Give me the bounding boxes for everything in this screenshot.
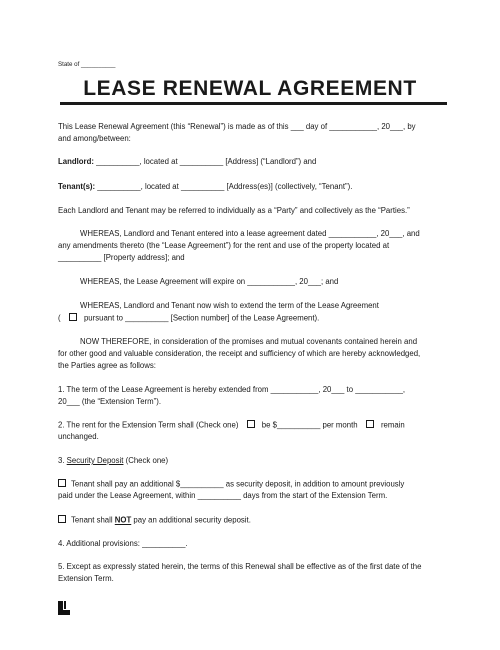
whereas-3-line-1: WHEREAS, Landlord and Tenant now wish to extend the term of the Lease Agreement bbox=[80, 301, 379, 310]
title-divider bbox=[60, 102, 447, 105]
whereas-1-line-2: any amendments thereto (the “Lease Agreement”) for the rent and use of the property located at bbox=[58, 241, 390, 250]
now-therefore-line-1: NOW THEREFORE, in consideration of the promises and mutual covenants contained herein and bbox=[80, 337, 418, 346]
clause-2-line-1 bbox=[58, 420, 405, 431]
deposit-option-1-line-2: paid under the Lease Agreement, within __________ days from the start of the Extension Term. bbox=[58, 491, 388, 500]
deposit-additional-checkbox[interactable] bbox=[58, 479, 66, 487]
clause-5-line-1: 5. Except as expressly stated herein, the terms of this Renewal shall be effective as of the first date of the bbox=[58, 562, 422, 571]
deposit-option-1-line-1 bbox=[58, 479, 404, 490]
clause-4-line: 4. Additional provisions: __________. bbox=[58, 539, 188, 548]
security-deposit-label: Security Deposit bbox=[66, 456, 124, 465]
deposit-none-checkbox[interactable] bbox=[58, 515, 66, 523]
parties-line: Each Landlord and Tenant may be referred to individually as a “Party” and collectively as the “Parties.” bbox=[58, 206, 410, 215]
clause-3-heading bbox=[58, 456, 168, 466]
deposit-option-2-line bbox=[58, 515, 251, 526]
rent-amount-checkbox[interactable] bbox=[247, 420, 255, 428]
landlord-label: Landlord: bbox=[58, 157, 94, 166]
clause-2-text: 2. The rent for the Extension Term shall (Check one) bbox=[58, 420, 239, 430]
state-of-field: State of __________ bbox=[58, 61, 116, 68]
now-therefore-line-3: the Parties agree as follows: bbox=[58, 361, 156, 370]
whereas-1-line-1: WHEREAS, Landlord and Tenant entered into a lease agreement dated ___________, 20___, and bbox=[80, 229, 420, 238]
whereas-1-line-3: __________ [Property address]; and bbox=[58, 253, 185, 262]
tenant-line bbox=[58, 182, 352, 192]
rent-amount-option: be $__________ per month bbox=[261, 420, 358, 430]
whereas-3-text: pursuant to __________ [Section number] of the Lease Agreement). bbox=[83, 313, 320, 323]
landlord-line bbox=[58, 157, 316, 167]
landlord-text: __________, located at __________ [Address] (“Landlord”) and bbox=[93, 157, 317, 166]
clause-3-check-one: (Check one) bbox=[123, 456, 169, 465]
extension-checkbox[interactable] bbox=[69, 313, 77, 321]
brand-logo-icon bbox=[58, 601, 70, 615]
rent-unchanged-checkbox[interactable] bbox=[366, 420, 374, 428]
tenant-label: Tenant(s): bbox=[58, 182, 96, 191]
rent-unchanged-option: remain bbox=[380, 420, 405, 430]
clause-1-line-1: 1. The term of the Lease Agreement is hereby extended from ___________, 20___ to ___________, bbox=[58, 385, 406, 394]
tenant-text: __________, located at __________ [Address(es)] (collectively, “Tenant”). bbox=[95, 182, 353, 191]
deposit-option-2-not: NOT bbox=[114, 515, 132, 525]
whereas-2-line: WHEREAS, the Lease Agreement will expire on ___________, 20___; and bbox=[80, 277, 339, 286]
clause-1-line-2: 20___ (the “Extension Term”). bbox=[58, 397, 161, 406]
document-title: LEASE RENEWAL AGREEMENT bbox=[83, 77, 417, 100]
intro-line-2: and among/between: bbox=[58, 134, 131, 143]
whereas-3-paren: ( bbox=[58, 313, 61, 323]
clause-2-line-2: unchanged. bbox=[58, 432, 99, 441]
now-therefore-line-2: for other good and valuable consideration, the receipt and sufficiency of which are hereby acknowledged, bbox=[58, 349, 421, 358]
deposit-option-2-pre: Tenant shall bbox=[71, 515, 115, 525]
deposit-option-2-post: pay an additional security deposit. bbox=[131, 515, 251, 525]
clause-5-line-2: Extension Term. bbox=[58, 574, 114, 583]
clause-3-number: 3. bbox=[58, 456, 67, 465]
intro-line-1: This Lease Renewal Agreement (this “Renewal”) is made as of this ___ day of ___________, 20___, by bbox=[58, 122, 416, 131]
whereas-3-line-2 bbox=[58, 313, 319, 324]
deposit-option-1-text: Tenant shall pay an additional $__________ as security deposit, in addition to amount previously bbox=[71, 479, 405, 489]
